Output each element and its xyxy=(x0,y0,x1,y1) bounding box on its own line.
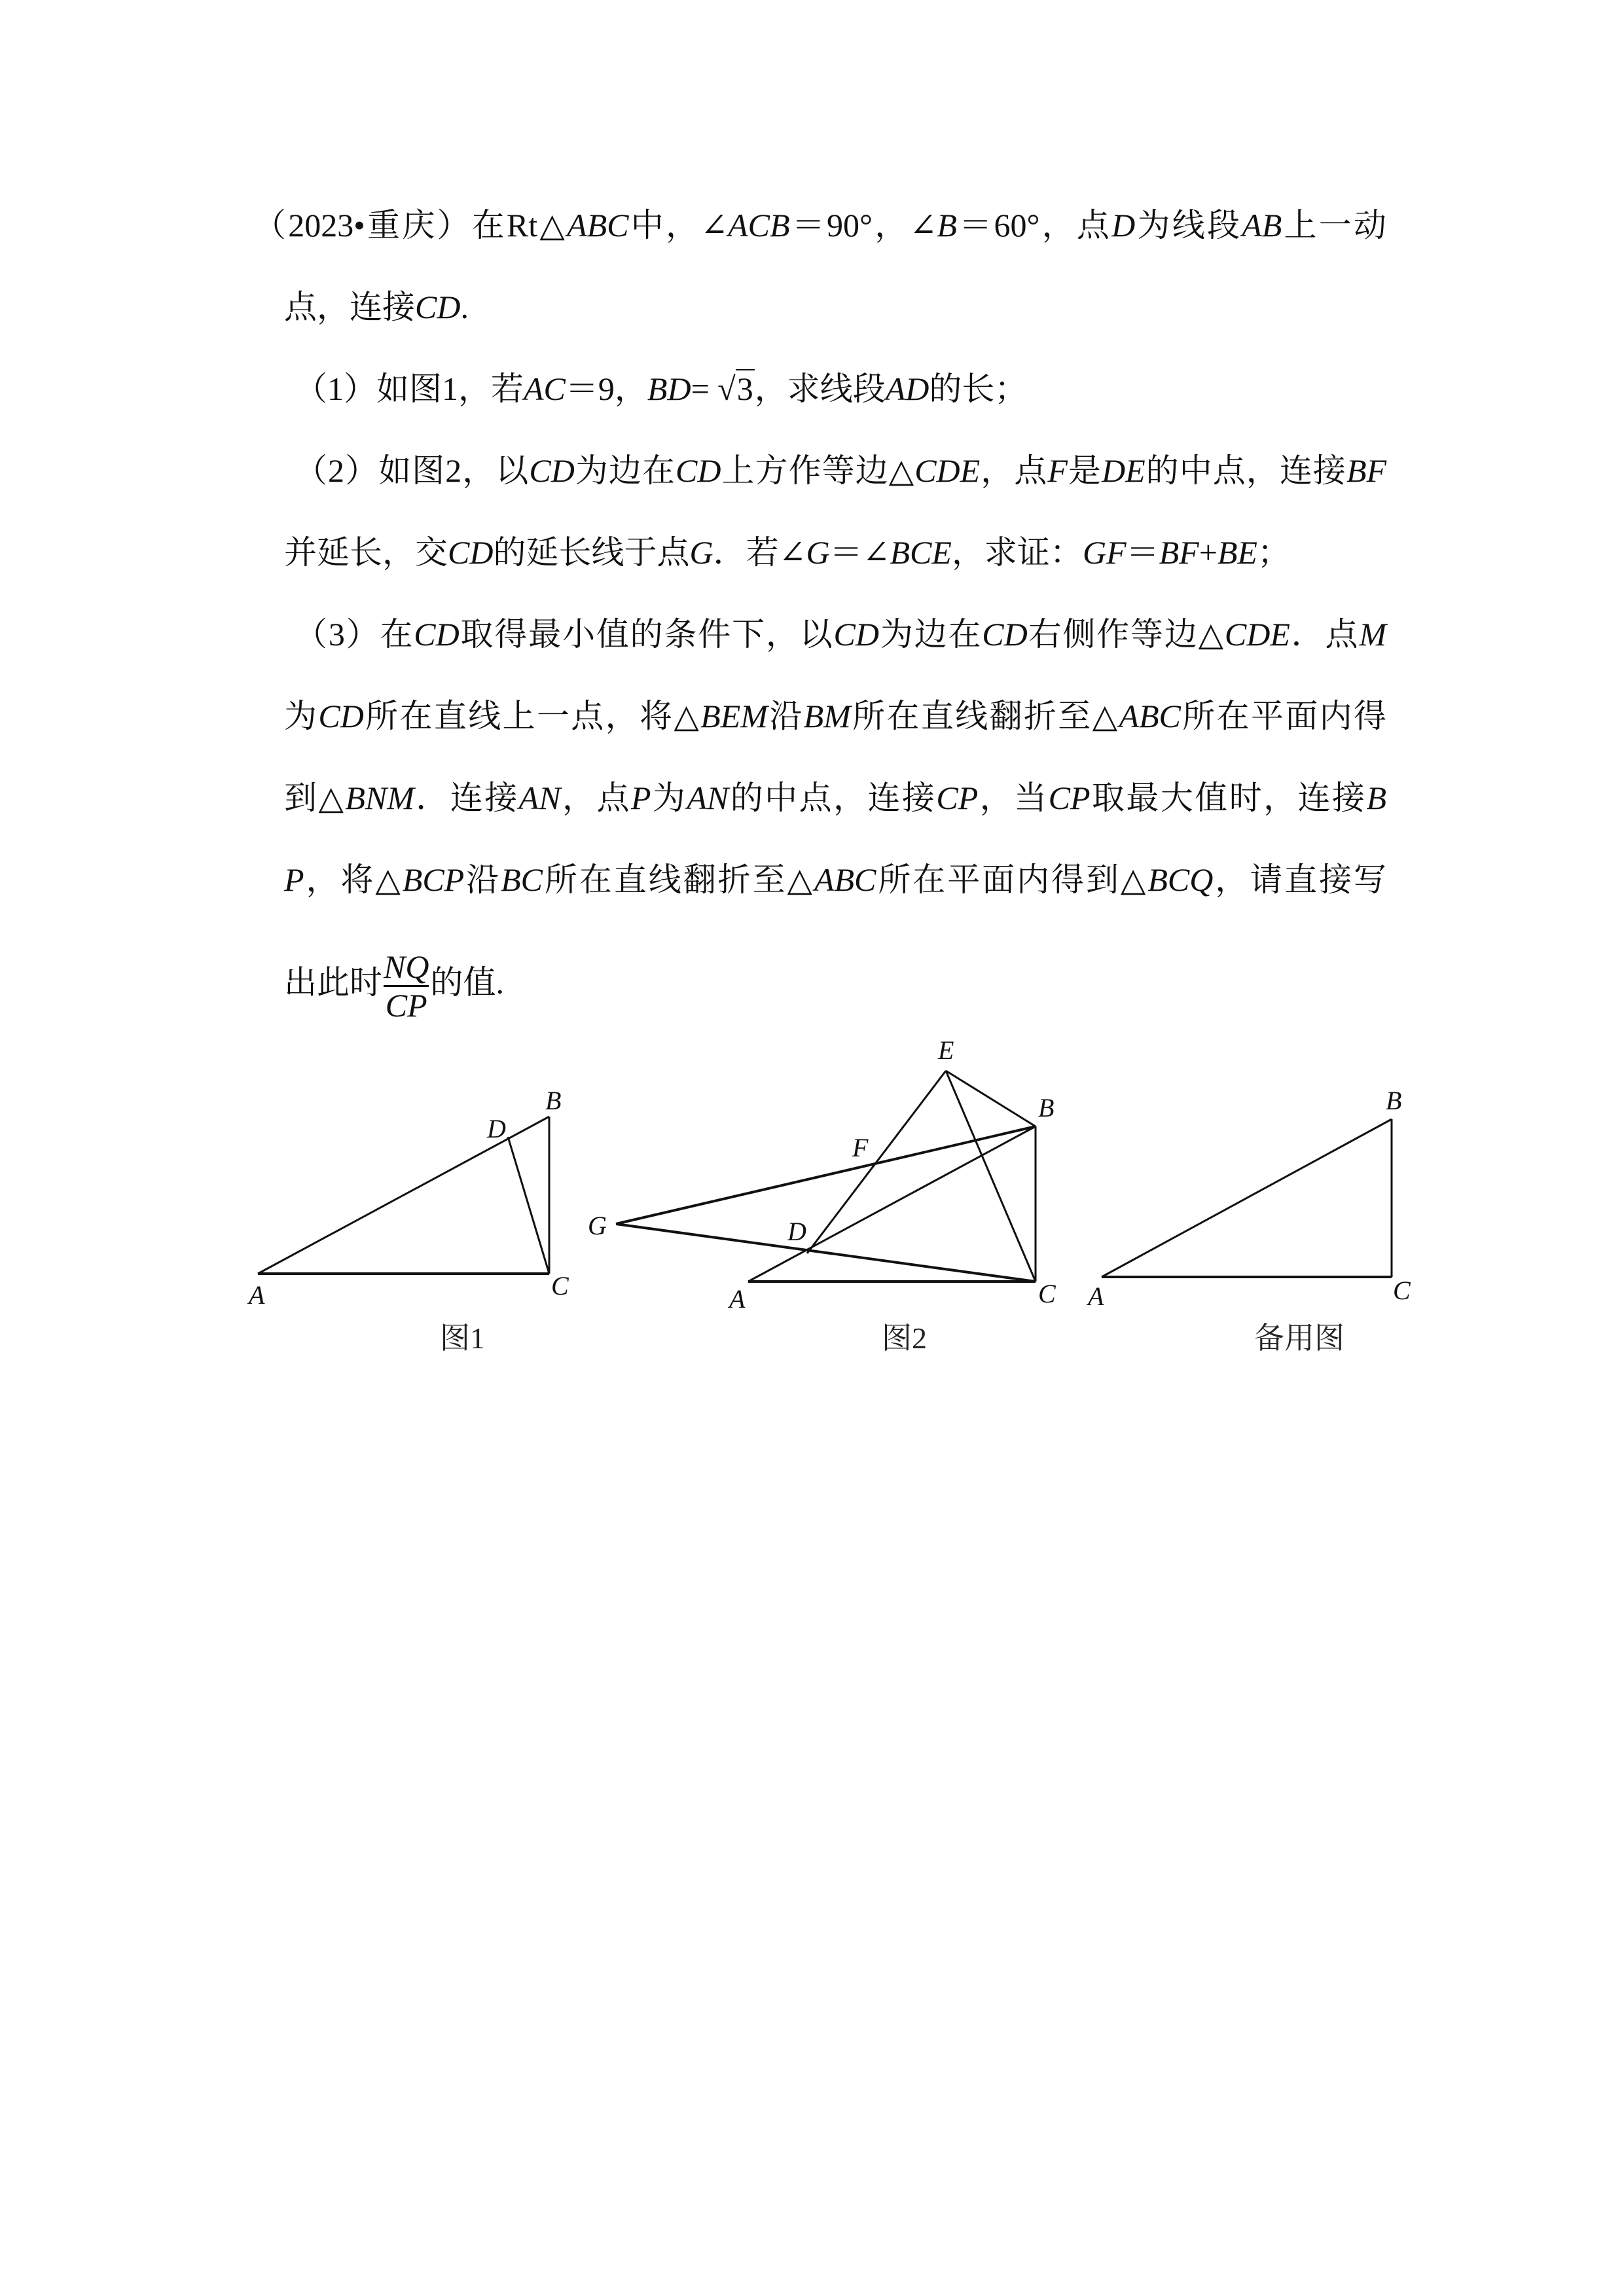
segment-ab xyxy=(1102,1119,1392,1277)
label-c: C xyxy=(1393,1276,1411,1305)
math-variable: BM xyxy=(803,698,851,734)
label-c: C xyxy=(1038,1279,1056,1308)
math-variable: CP xyxy=(1048,780,1091,816)
math-variable: BCP xyxy=(402,861,465,898)
math-variable: CD xyxy=(448,534,494,571)
text-segment: 沿 xyxy=(767,698,804,734)
math-variable: P xyxy=(630,780,651,816)
math-variable: CD xyxy=(675,452,721,489)
figure-backup xyxy=(1102,1119,1392,1277)
text-segment: 为 xyxy=(651,780,687,816)
text-segment: ，求证： xyxy=(951,534,1083,571)
math-variable: AD xyxy=(885,370,929,407)
text-segment: ，点 xyxy=(980,452,1048,489)
text-segment: 上方作等边△ xyxy=(721,452,915,489)
math-variable: CD xyxy=(982,616,1028,653)
math-variable: G xyxy=(806,534,830,571)
label-f: F xyxy=(852,1133,869,1162)
math-variable: ACB xyxy=(728,207,790,243)
math-variable: BF xyxy=(1346,452,1387,489)
label-g: G xyxy=(588,1211,607,1240)
label-a: A xyxy=(249,1280,265,1310)
text-segment: 上一动 xyxy=(1282,207,1387,243)
figure-2 xyxy=(616,1071,1036,1282)
segment-eb xyxy=(946,1071,1036,1126)
text-segment: 为边在 xyxy=(879,616,983,653)
sqrt-expression: √3 xyxy=(717,370,753,407)
segment-cd xyxy=(508,1137,549,1274)
math-variable: BCE xyxy=(890,534,952,571)
text-segment: 的延长线于点 xyxy=(493,534,690,571)
text-segment: 的中点，连接 xyxy=(729,780,937,816)
label-a: A xyxy=(729,1284,746,1314)
text-segment: 到△ xyxy=(284,780,346,816)
caption-fig2: 图2 xyxy=(882,1321,927,1355)
text-segment: 出此时 xyxy=(284,963,382,1001)
text-segment: 并延长，交 xyxy=(284,534,448,571)
caption-fig1: 图1 xyxy=(440,1321,485,1355)
text-segment: 取得最小值的条件下，以 xyxy=(459,616,834,653)
label-d: D xyxy=(487,1114,506,1143)
math-variable: ABC xyxy=(1119,698,1181,734)
text-segment: （2）如图2，以 xyxy=(295,452,530,489)
text-segment: 为边在 xyxy=(574,452,676,489)
math-variable: CD xyxy=(414,616,460,653)
denominator: CP xyxy=(385,987,427,1024)
figure-2-labels xyxy=(588,1035,1056,1355)
text-segment: 沿 xyxy=(464,861,501,898)
math-variable: CP xyxy=(936,780,979,816)
label-b: B xyxy=(545,1086,562,1115)
math-variable: DE xyxy=(1101,452,1146,489)
math-variable: BEM xyxy=(700,698,768,734)
text-segment: 中，∠ xyxy=(628,207,729,243)
math-variable: F xyxy=(1047,452,1068,489)
math-variable: CD xyxy=(415,289,461,325)
text-segment: ．连接 xyxy=(414,780,519,816)
math-variable: BNM xyxy=(345,780,414,816)
text-segment: ．点 xyxy=(1290,616,1360,653)
text-segment: ，当 xyxy=(978,780,1049,816)
math-variable: GF xyxy=(1082,534,1127,571)
text-segment: 的值. xyxy=(430,963,504,1001)
segment-ab xyxy=(748,1126,1036,1282)
text-segment: = xyxy=(691,370,718,407)
segment-gc xyxy=(616,1224,1036,1282)
math-variable: BD xyxy=(647,370,691,407)
numerator: NQ xyxy=(384,948,429,987)
math-variable: ABC xyxy=(814,861,876,898)
math-variable: D xyxy=(1111,207,1136,243)
math-variable: CDE xyxy=(914,452,981,489)
text-segment: 点，连接 xyxy=(284,289,415,325)
text-segment: ，点 xyxy=(560,780,631,816)
math-variable: CDE xyxy=(1224,616,1290,653)
label-c: C xyxy=(551,1271,569,1300)
math-variable: P xyxy=(284,861,304,898)
math-variable: BCQ xyxy=(1147,861,1214,898)
label-b: B xyxy=(1386,1086,1402,1115)
math-variable: ABC xyxy=(567,207,629,243)
segment-ec xyxy=(946,1071,1036,1282)
text-segment: 的中点，连接 xyxy=(1145,452,1346,489)
text-segment: 右侧作等边△ xyxy=(1027,616,1225,653)
math-variable: CD xyxy=(529,452,575,489)
text-segment: （1）如图1，若 xyxy=(295,370,524,407)
text-segment: ＝∠ xyxy=(829,534,890,571)
text-segment: ，求线段 xyxy=(754,370,886,407)
text-segment: （2023•重庆）在Rt△ xyxy=(253,207,568,243)
text-segment: 所在平面内得到△ xyxy=(876,861,1148,898)
text-segment: 所在直线上一点，将△ xyxy=(363,698,701,734)
text-segment: ＝ xyxy=(1126,534,1159,571)
text-segment: 的长； xyxy=(929,370,1028,407)
text-segment: ＝9， xyxy=(565,370,647,407)
label-d: D xyxy=(787,1217,806,1246)
radicand: 3 xyxy=(736,370,753,407)
math-variable: BE xyxy=(1217,534,1257,571)
math-variable: CD xyxy=(833,616,879,653)
figure-1-labels xyxy=(247,1086,569,1355)
math-variable: G xyxy=(689,534,713,571)
math-variable: M xyxy=(1359,616,1387,653)
math-variable: BF xyxy=(1159,534,1199,571)
text-segment: ，将△ xyxy=(304,861,403,898)
text-segment: 是 xyxy=(1067,452,1102,489)
text-segment: 所在平面内得 xyxy=(1180,698,1387,734)
text-segment: 为线段 xyxy=(1135,207,1242,243)
math-variable: AB xyxy=(1242,207,1282,243)
caption-backup: 备用图 xyxy=(1254,1321,1344,1355)
text-segment: ．若∠ xyxy=(713,534,806,571)
text-segment: ＝60°，点 xyxy=(956,207,1112,243)
label-e: E xyxy=(938,1035,954,1065)
math-variable: CD xyxy=(318,698,364,734)
text-segment: 所在直线翻折至△ xyxy=(543,861,814,898)
text-segment: . xyxy=(460,289,469,325)
math-variable: AN xyxy=(518,780,561,816)
label-b: B xyxy=(1038,1093,1055,1122)
text-segment: ＝90°，∠ xyxy=(789,207,937,243)
text-segment: ，请直接写 xyxy=(1213,861,1387,898)
math-variable: B xyxy=(1366,780,1387,816)
math-variable: AN xyxy=(687,780,729,816)
text-segment: （3）在 xyxy=(295,616,414,653)
math-variable: B xyxy=(937,207,957,243)
segment-gb xyxy=(616,1126,1036,1224)
figure-backup-labels xyxy=(1086,1086,1411,1355)
text-segment: 取最大值时，连接 xyxy=(1090,780,1367,816)
label-a: A xyxy=(1088,1282,1104,1311)
text-segment: 所在直线翻折至△ xyxy=(850,698,1119,734)
text-segment: + xyxy=(1199,534,1218,571)
text-segment: ； xyxy=(1257,534,1290,571)
math-variable: BC xyxy=(501,861,543,898)
math-variable: AC xyxy=(524,370,566,407)
text-segment: 为 xyxy=(284,698,319,734)
